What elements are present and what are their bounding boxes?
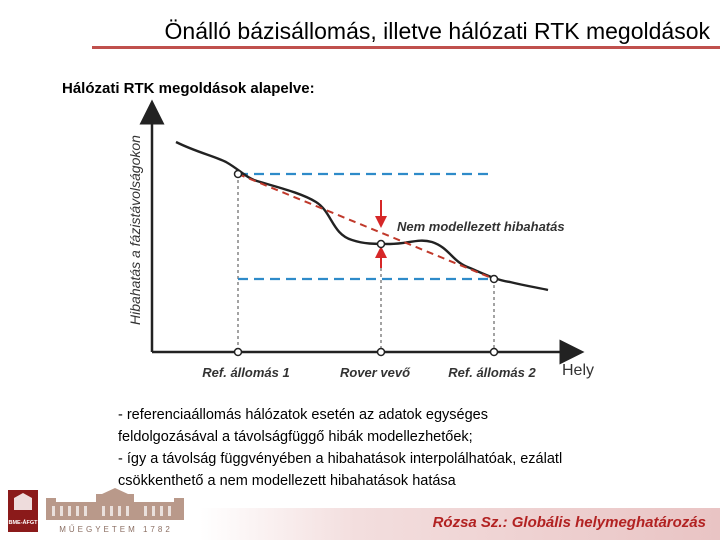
x-tick-rover: Rover vevő: [339, 365, 411, 380]
y-axis-label: Hibahatás a fázistávolságokon: [127, 135, 143, 325]
x-tick-ref2: Ref. állomás 2: [448, 365, 536, 380]
rover-axis-point: [378, 349, 385, 356]
logo-badge-text: BME-ÁFGT: [8, 520, 38, 526]
body-text: [118, 404, 658, 492]
slide-subtitle: Hálózati RTK megoldások alapelve:: [62, 80, 315, 97]
error-curve: [176, 142, 548, 290]
x-tick-ref1: Ref. állomás 1: [202, 365, 290, 380]
arrow-down-head: [375, 216, 387, 228]
body-line: - referenciaállomás hálózatok esetén az adatok egységes: [118, 407, 488, 423]
body-line: - így a távolság függvényében a hibahatások interpolálhatóak, ezálatl: [118, 451, 563, 467]
rover-curve-point: [378, 241, 385, 248]
x-axis-label: Hely: [562, 362, 595, 379]
building-icon: [46, 488, 184, 520]
logo-caption: MŰEGYETEM 1782: [59, 525, 173, 534]
ref1-axis-point: [235, 349, 242, 356]
ref2-curve-point: [491, 276, 498, 283]
university-logo: [6, 488, 188, 536]
annotation-label: Nem modellezett hibahatás: [397, 219, 565, 234]
body-line: feldolgozásával a távolságfüggő hibák modellezhetőek;: [118, 429, 473, 445]
ref2-axis-point: [491, 349, 498, 356]
body-line: csökkenthető a nem modellezett hibahatások hatása: [118, 473, 456, 489]
footer-author: Rózsa Sz.: Globális helymeghatározás: [432, 514, 706, 531]
slide-title: Önálló bázisállomás, illetve hálózati RTK megoldások: [164, 18, 710, 44]
ref1-curve-point: [235, 171, 242, 178]
